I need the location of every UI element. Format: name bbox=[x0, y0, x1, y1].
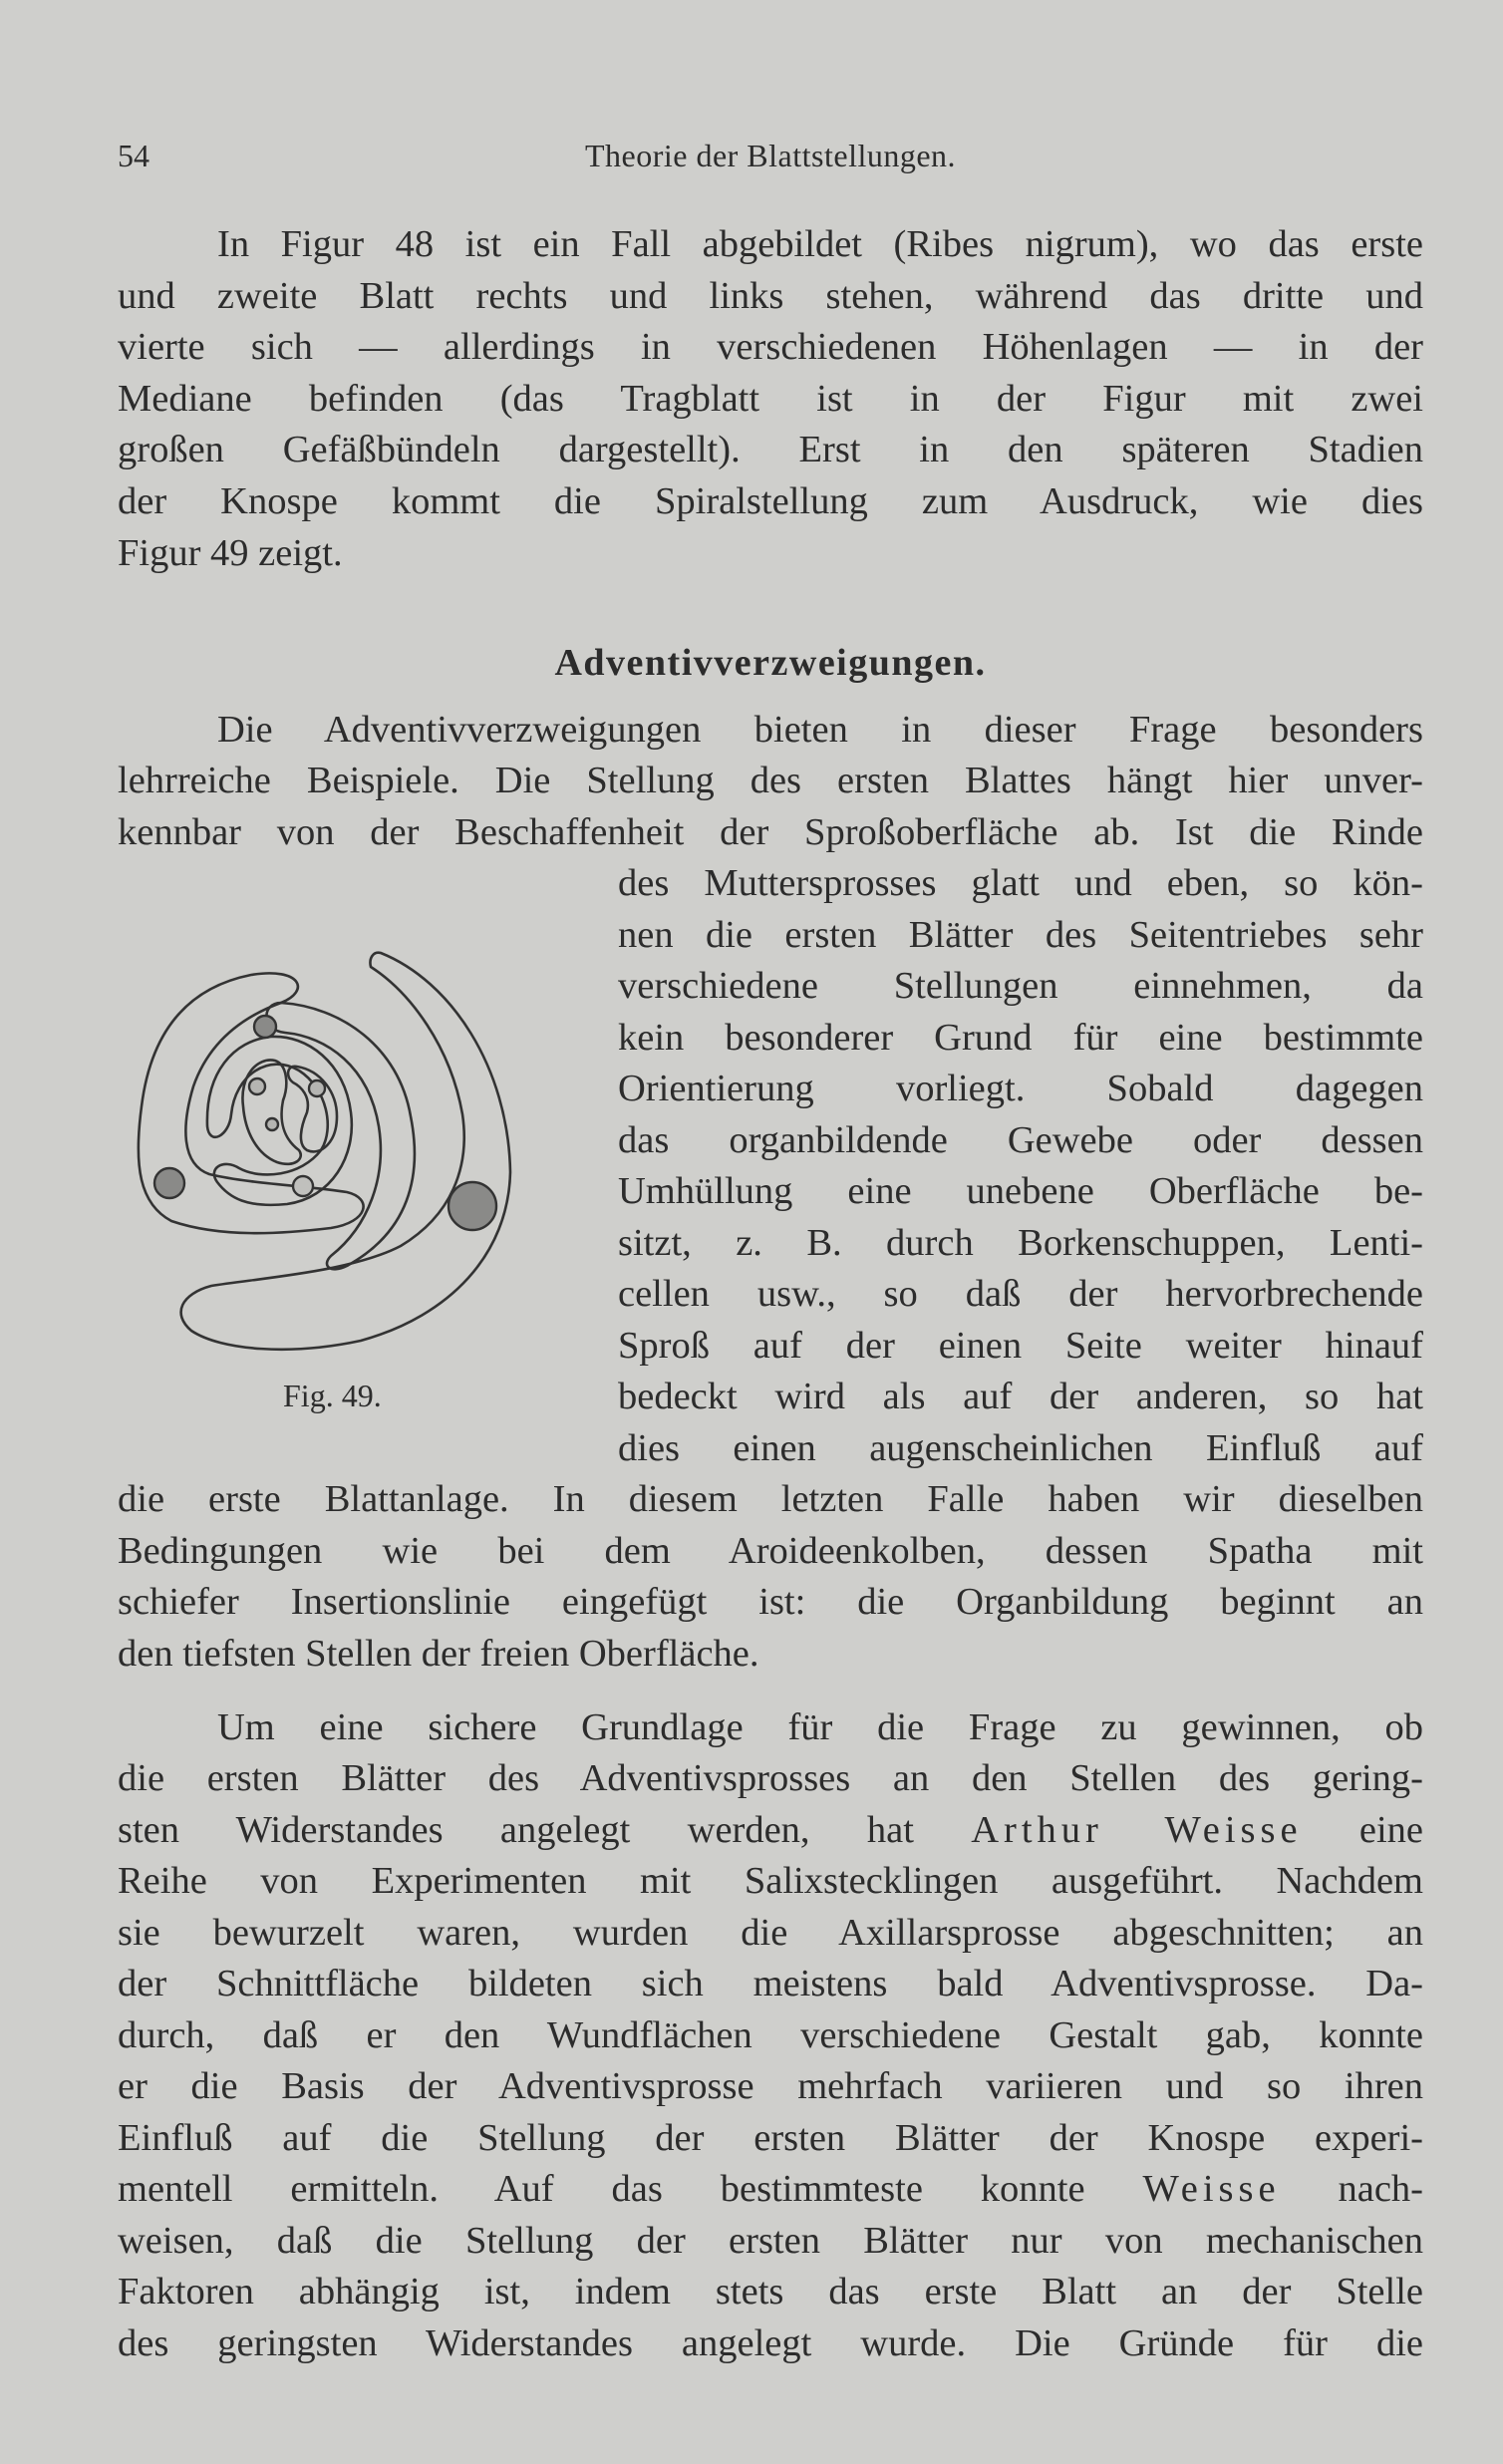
text-line: lehrreiche Beispiele. Die Stellung des ersten Blattes hängt hier unver- bbox=[118, 760, 1423, 801]
text-line: Sproß auf der einen Seite weiter hinauf bbox=[618, 1325, 1423, 1367]
text-line: der Knospe kommt die Spiralstellung zum Ausdruck, wie dies bbox=[118, 480, 1423, 522]
text-line: des Muttersprosses glatt und eben, so kön- bbox=[618, 862, 1423, 904]
author-name: Weisse bbox=[1142, 2168, 1281, 2210]
text-line: Einfluß auf die Stellung der ersten Blätter der Knospe experi- bbox=[118, 2117, 1423, 2159]
vascular-bundle bbox=[309, 1080, 325, 1096]
text-line: schiefer Insertionslinie eingefügt ist: die Organbildung beginnt an bbox=[118, 1581, 1423, 1623]
vascular-bundle bbox=[154, 1168, 184, 1198]
text-line: und zweite Blatt rechts und links stehen, während das dritte und bbox=[118, 275, 1423, 317]
figure-49-bud-diagram bbox=[112, 937, 570, 1366]
text-line: vierte sich — allerdings in verschiedenen Höhenlagen — in der bbox=[118, 326, 1423, 368]
section-heading: Adventivverzweigungen. bbox=[554, 642, 987, 684]
text-line: Faktoren abhängig ist, indem stets das erste Blatt an der Stelle bbox=[118, 2271, 1423, 2312]
text-line: Mediane befinden (das Tragblatt ist in der Figur mit zwei bbox=[118, 378, 1423, 420]
text-line: des geringsten Widerstandes angelegt wurde. Die Gründe für die bbox=[118, 2322, 1423, 2364]
text-line: dies einen augenscheinlichen Einfluß auf bbox=[618, 1427, 1423, 1469]
text-line: weisen, daß die Stellung der ersten Blätter nur von mechanischen bbox=[118, 2220, 1423, 2262]
outer-leaf-outline bbox=[181, 953, 510, 1350]
text-line: großen Gefäßbündeln dargestellt). Erst in den späteren Stadien bbox=[118, 429, 1423, 470]
text-line: Figur 49 zeigt. bbox=[118, 532, 343, 574]
running-title: Theorie der Blattstellungen. bbox=[584, 138, 957, 173]
text-line: Orientierung vorliegt. Sobald dagegen bbox=[618, 1068, 1423, 1109]
text-segment: nach- bbox=[1338, 2168, 1423, 2210]
text-line: die ersten Blätter des Adventivsprosses an den Stellen des gering- bbox=[118, 1757, 1423, 1799]
figure-caption: Fig. 49. bbox=[283, 1378, 382, 1413]
text-line: durch, daß er den Wundflächen verschiedene Gestalt gab, konnte bbox=[118, 2014, 1423, 2056]
text-line: den tiefsten Stellen der freien Oberfläche. bbox=[118, 1633, 759, 1675]
text-line: das organbildende Gewebe oder dessen bbox=[618, 1119, 1423, 1161]
vascular-bundle bbox=[249, 1078, 265, 1094]
text-segment: eine bbox=[1358, 1809, 1424, 1851]
text-line: Die Adventivverzweigungen bieten in dieser Frage besonders bbox=[217, 709, 1423, 751]
text-line: er die Basis der Adventivsprosse mehrfach variieren und so ihren bbox=[118, 2065, 1423, 2107]
text-line: der Schnittfläche bildeten sich meistens bald Adventivsprosse. Da- bbox=[118, 1963, 1423, 2004]
text-line: kein besonderer Grund für eine bestimmte bbox=[618, 1017, 1423, 1059]
text-line: In Figur 48 ist ein Fall abgebildet (Ribes nigrum), wo das erste bbox=[217, 223, 1423, 265]
inner-leaf-right bbox=[288, 1067, 337, 1152]
text-line: nen die ersten Blätter des Seitentriebes sehr bbox=[618, 914, 1423, 956]
vascular-bundle bbox=[293, 1176, 313, 1196]
text-line: Umhüllung eine unebene Oberfläche be- bbox=[618, 1170, 1423, 1212]
running-header bbox=[118, 138, 1423, 179]
text-line: Bedingungen wie bei dem Aroideenkolben, dessen Spatha mit bbox=[118, 1530, 1423, 1572]
text-line: Um eine sichere Grundlage für die Frage zu gewinnen, ob bbox=[217, 1706, 1423, 1748]
author-name: Arthur Weisse bbox=[971, 1809, 1303, 1851]
text-line: verschiedene Stellungen einnehmen, da bbox=[618, 965, 1423, 1007]
text-line: sie bewurzelt waren, wurden die Axillarsprosse abgeschnitten; an bbox=[118, 1912, 1423, 1954]
inner-leaf-left bbox=[242, 1060, 300, 1163]
text-line: die erste Blattanlage. In diesem letzten Falle haben wir dieselben bbox=[118, 1478, 1423, 1520]
page-number: 54 bbox=[118, 138, 150, 173]
text-segment: mentell ermitteln. Auf das bestimmteste konnte bbox=[118, 2168, 1085, 2210]
vascular-bundle bbox=[254, 1016, 276, 1038]
vascular-bundle bbox=[266, 1118, 278, 1130]
text-line: Reihe von Experimenten mit Salixstecklingen ausgeführt. Nachdem bbox=[118, 1860, 1423, 1902]
vascular-bundle bbox=[449, 1182, 496, 1230]
text-line: sitzt, z. B. durch Borkenschuppen, Lenti- bbox=[618, 1222, 1423, 1264]
text-line bbox=[118, 2164, 1423, 2215]
text-segment: sten Widerstandes angelegt werden, hat bbox=[118, 1809, 914, 1851]
third-leaf-outline bbox=[266, 1003, 414, 1269]
text-line: kennbar von der Beschaffenheit der Sproßoberfläche ab. Ist die Rinde bbox=[118, 811, 1423, 853]
text-line: bedeckt wird als auf der anderen, so hat bbox=[618, 1376, 1423, 1417]
text-line bbox=[118, 1805, 1423, 1856]
text-line: cellen usw., so daß der hervorbrechende bbox=[618, 1273, 1423, 1315]
